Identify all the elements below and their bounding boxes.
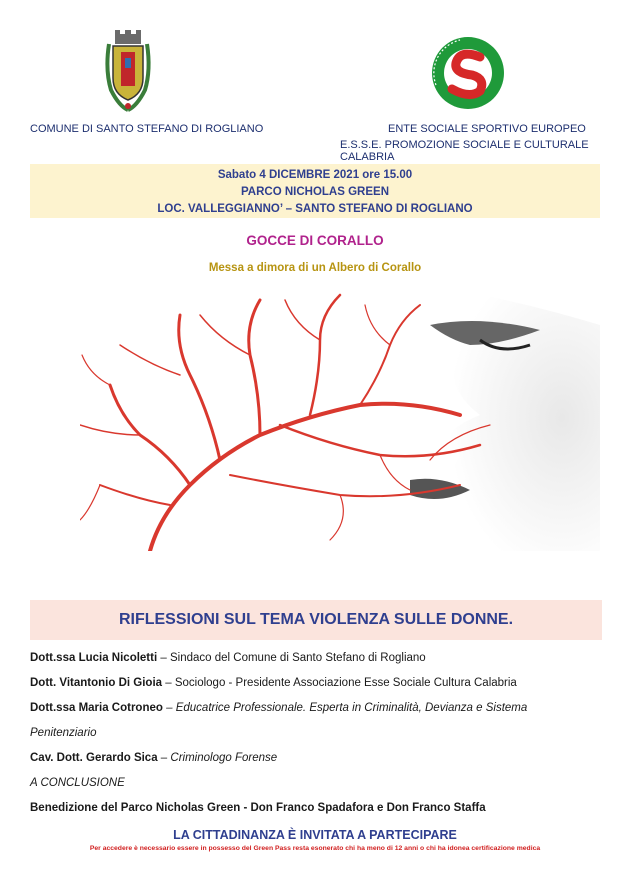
speaker-name: Dott. Vitantonio Di Gioia [30,677,163,689]
speaker-separator: – [157,652,170,664]
municipal-coat-of-arms [97,30,159,112]
speaker-item [30,677,517,689]
event-title: GOCCE DI CORALLO [246,233,384,248]
event-venue: PARCO NICHOLAS GREEN [240,186,390,198]
speaker-name: Dott.ssa Lucia Nicoletti [30,652,158,664]
event-location: LOC. VALLEGGIANNO’ – SANTO STEFANO DI ROGLIANO [157,203,473,215]
speaker-role: Sindaco del Comune di Santo Stefano di Rogliano [169,652,426,664]
speaker-item [30,752,277,764]
invitation-text: LA CITTADINANZA È INVITATA A PARTECIPARE [173,828,457,842]
municipality-name: COMUNE DI SANTO STEFANO DI ROGLIANO [30,123,264,135]
association-name: ENTE SOCIALE SPORTIVO EUROPEO [388,123,586,135]
event-info-banner [30,164,600,218]
speaker-item [30,702,527,714]
coral-face-illustration [80,285,600,551]
speaker-name: Cav. Dott. Gerardo Sica [30,752,158,764]
speaker-separator: – [157,752,171,764]
speaker-separator: – [162,677,175,689]
conclusion-label: A CONCLUSIONE [30,777,125,789]
green-pass-note: Per accedere è necessario essere in possesso del Green Pass resta esonerato chi ha meno di 12 anni o chi ha idonea certificazione medica [89,845,541,852]
event-subtitle: Messa a dimora di un Albero di Corallo [208,262,422,274]
esse-logo [430,35,506,111]
speaker-role: Sociologo - Presidente Associazione Esse Sociale Cultura Calabria [174,677,517,689]
association-subtitle: E.S.S.E. PROMOZIONE SOCIALE E CULTURALE CALABRIA [340,139,589,163]
theme-heading: RIFLESSIONI SUL TEMA VIOLENZA SULLE DONNE. [30,600,602,640]
speaker-separator: – [162,702,176,714]
speaker-role: Educatrice Professionale. Esperta in Criminalità, Devianza e Sistema [175,702,528,714]
conclusion-text: Benedizione del Parco Nicholas Green - Don Franco Spadafora e Don Franco Staffa [30,802,486,814]
face-profile [410,285,600,551]
speaker-item [30,652,426,664]
speaker-role-continued: Penitenziario [30,727,97,739]
speaker-name: Dott.ssa Maria Cotroneo [30,702,163,714]
speaker-role: Criminologo Forense [170,752,278,764]
event-date: Sabato 4 DICEMBRE 2021 ore 15.00 [217,169,413,181]
